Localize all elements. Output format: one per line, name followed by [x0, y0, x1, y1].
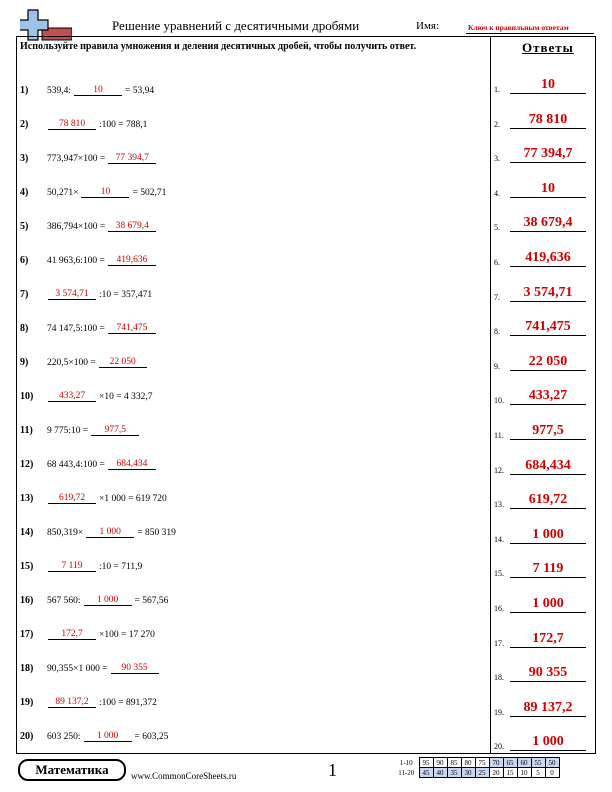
problem-text-before: 90,355×1 000 = — [47, 664, 108, 674]
answer-blank[interactable]: 1 000 — [86, 527, 134, 538]
answer-key-value: 1 000 — [510, 734, 586, 751]
problem-row — [20, 420, 141, 436]
problem-row — [20, 658, 161, 674]
score-cell: 95 — [419, 758, 433, 768]
problem-text-before: 850,319× — [47, 528, 84, 538]
answer-key-value: 78 810 — [510, 112, 586, 129]
problem-row — [20, 80, 155, 96]
answer-key-value: 977,5 — [510, 423, 586, 440]
score-row — [395, 758, 559, 768]
answer-key-row — [494, 626, 592, 648]
problem-number: 15) — [20, 561, 34, 572]
problem-number: 11) — [20, 425, 33, 436]
answer-key-number: 8. — [494, 327, 500, 337]
problem-number: 1) — [20, 85, 29, 96]
problem-text-before: 220,5×100 = — [47, 358, 96, 368]
problem-row — [20, 386, 153, 402]
answer-blank[interactable]: 1 000 — [84, 595, 132, 606]
name-line — [466, 33, 594, 34]
problem-text-before: 603 250: — [47, 732, 81, 742]
answer-blank[interactable]: 22 050 — [99, 357, 147, 368]
answer-key-row — [494, 453, 592, 475]
answer-key-row — [494, 107, 592, 129]
answer-key-value: 7 119 — [510, 561, 586, 578]
answer-key-number: 11. — [494, 431, 504, 440]
problem-number: 10) — [20, 391, 34, 402]
answer-key-value: 90 355 — [510, 665, 586, 682]
answer-blank[interactable]: 89 137,2 — [48, 697, 96, 708]
answer-key-row — [494, 729, 592, 751]
answer-key-value: 619,72 — [510, 492, 586, 509]
answer-key-number: 19. — [494, 707, 504, 717]
answer-blank[interactable]: 90 355 — [111, 663, 159, 674]
answer-key-row — [494, 660, 592, 682]
answer-key-value: 10 — [510, 77, 586, 94]
name-label: Имя: — [416, 20, 440, 32]
problem-text-after: :100 = 788,1 — [99, 120, 148, 130]
score-range: 1-10 — [399, 758, 413, 767]
problem-row — [20, 556, 143, 572]
answer-key-row — [494, 522, 592, 544]
answer-blank[interactable]: 741,475 — [108, 323, 156, 334]
problem-text-after: = 603,25 — [134, 732, 169, 742]
score-cell: 35 — [447, 768, 461, 778]
score-table — [395, 757, 560, 778]
answer-key-row — [494, 383, 592, 405]
problem-text-before: 9 775:10 = — [47, 426, 89, 436]
page-number: 1 — [328, 760, 337, 780]
problem-text-before: 74 147,5:100 = — [47, 324, 105, 334]
problem-text-before: 539,4: — [47, 86, 72, 96]
problem-row — [20, 284, 153, 300]
score-cell: 45 — [419, 768, 433, 778]
problem-text-after: ×100 = 17 270 — [99, 630, 155, 640]
answer-blank[interactable]: 7 119 — [48, 561, 96, 572]
problem-text-after: ×10 = 4 332,7 — [99, 392, 153, 402]
problem-row — [20, 114, 148, 130]
answer-key-value: 38 679,4 — [510, 215, 586, 232]
answer-key-row — [494, 314, 592, 336]
problem-number: 14) — [20, 527, 34, 538]
answer-key-number: 6. — [494, 258, 500, 267]
problem-number: 9) — [20, 357, 29, 368]
score-cell: 40 — [433, 768, 447, 778]
answer-key-value: 433,27 — [510, 388, 586, 405]
score-cell: 5 — [531, 768, 545, 778]
problem-row — [20, 488, 168, 504]
answer-key-row — [494, 72, 592, 94]
problem-number: 12) — [20, 459, 34, 470]
score-cell: 10 — [517, 768, 531, 778]
problem-text-after: = 502,71 — [132, 188, 167, 198]
problem-text-after: :100 = 891,372 — [99, 698, 157, 708]
answer-key-value: 172,7 — [510, 631, 586, 648]
answer-blank[interactable]: 38 679,4 — [108, 221, 156, 232]
problem-row — [20, 182, 167, 198]
problem-text-after: :10 = 711,9 — [99, 562, 143, 572]
problem-number: 17) — [20, 629, 34, 640]
problem-row — [20, 454, 158, 470]
problem-number: 4) — [20, 187, 29, 198]
score-cell: 30 — [461, 768, 475, 778]
problem-text-before: 41 963,6:100 = — [47, 256, 105, 266]
answer-key-label: Ключ к правильным ответам — [468, 23, 569, 32]
problem-row — [20, 148, 158, 164]
answer-key-row — [494, 591, 592, 613]
worksheet-title: Решение уравнений с десятичными дробями — [112, 18, 360, 33]
answer-blank[interactable]: 78 810 — [48, 119, 96, 130]
subject-badge: Математика — [18, 759, 126, 781]
score-cell: 0 — [545, 768, 559, 778]
answer-blank[interactable]: 10 — [74, 85, 122, 96]
score-cell: 80 — [461, 758, 475, 768]
problem-number: 3) — [20, 153, 29, 164]
answer-key-number: 10. — [494, 396, 504, 406]
answer-key-row — [494, 210, 592, 232]
answer-key-number: 1. — [494, 85, 500, 94]
answer-key-value: 77 394,7 — [510, 146, 586, 163]
answer-key-number: 15. — [494, 569, 504, 579]
answer-key-number: 2. — [494, 119, 500, 129]
answer-key-number: 14. — [494, 534, 504, 544]
answer-key-row — [494, 280, 592, 302]
problem-number: 16) — [20, 595, 34, 606]
score-cell: 20 — [489, 768, 503, 778]
answer-key-row — [494, 176, 592, 198]
answer-blank[interactable]: 3 574,71 — [48, 289, 96, 300]
answer-column-divider — [490, 36, 491, 754]
answer-blank[interactable]: 619,72 — [48, 493, 96, 504]
problem-text-before: 567 560: — [47, 596, 81, 606]
problem-text-before: 386,794×100 = — [47, 222, 106, 232]
problem-number: 13) — [20, 493, 34, 504]
answer-blank[interactable]: 684,434 — [108, 459, 156, 470]
answer-key-number: 4. — [494, 188, 500, 198]
score-cell: 25 — [475, 768, 489, 778]
answer-key-value: 89 137,2 — [510, 700, 586, 717]
answer-key-value: 1 000 — [510, 596, 586, 613]
problem-text-after: = 53,94 — [125, 86, 155, 96]
answer-blank[interactable]: 77 394,7 — [108, 153, 156, 164]
score-cell: 15 — [503, 768, 517, 778]
problem-text-after: = 567,56 — [134, 596, 169, 606]
answer-key-value: 741,475 — [510, 319, 586, 336]
answer-key-row — [494, 418, 592, 440]
problem-text-after: = 850 319 — [137, 528, 176, 538]
answer-key-row — [494, 695, 592, 717]
answer-key-number: 3. — [494, 154, 500, 164]
answer-key-number: 7. — [494, 292, 500, 302]
answer-blank[interactable]: 977,5 — [91, 425, 139, 436]
problem-text-before: 773,947×100 = — [47, 154, 106, 164]
score-range: 11-20 — [398, 768, 415, 777]
answer-key-value: 10 — [510, 181, 586, 198]
answer-key-value: 1 000 — [510, 527, 586, 544]
problem-text-before: 50,271× — [47, 188, 79, 198]
answer-key-value: 3 574,71 — [510, 285, 586, 302]
answers-heading: Ответы — [522, 40, 574, 55]
answer-key-row — [494, 245, 592, 267]
answer-blank[interactable]: 419,636 — [108, 255, 156, 266]
score-cell: 85 — [447, 758, 461, 768]
problem-row — [20, 318, 158, 334]
problem-row — [20, 216, 158, 232]
problem-number: 7) — [20, 289, 29, 300]
answer-key-number: 18. — [494, 673, 504, 683]
answer-key-number: 13. — [494, 500, 504, 510]
score-cell: 60 — [517, 758, 531, 768]
answer-blank[interactable]: 1 000 — [84, 731, 132, 742]
answer-key-number: 20. — [494, 742, 504, 752]
problem-row — [20, 352, 149, 368]
problem-number: 19) — [20, 697, 34, 708]
score-row — [395, 768, 559, 778]
problem-row — [20, 726, 169, 742]
answer-key-number: 12. — [494, 465, 504, 475]
problem-row — [20, 522, 177, 538]
problem-number: 2) — [20, 119, 29, 130]
site-url: www.CommonCoreSheets.ru — [131, 771, 237, 781]
problem-text-after: :10 = 357,471 — [99, 290, 153, 300]
score-cell: 55 — [531, 758, 545, 768]
answer-blank[interactable]: 433,27 — [48, 391, 96, 402]
problem-number: 20) — [20, 731, 34, 742]
answer-key-value: 419,636 — [510, 250, 586, 267]
score-cell: 75 — [475, 758, 489, 768]
score-cell: 70 — [489, 758, 503, 768]
answer-key-row — [494, 556, 592, 578]
problem-number: 5) — [20, 221, 29, 232]
answer-key-number: 17. — [494, 638, 504, 648]
problem-row — [20, 692, 158, 708]
score-cell: 90 — [433, 758, 447, 768]
answer-key-row — [494, 349, 592, 371]
problem-row — [20, 250, 158, 266]
problem-text-before: 68 443,4:100 = — [47, 460, 105, 470]
answer-blank[interactable]: 172,7 — [48, 629, 96, 640]
problem-text-after: ×1 000 = 619 720 — [99, 494, 167, 504]
problem-row — [20, 624, 156, 640]
answer-key-value: 22 050 — [510, 354, 586, 371]
instructions: Используйте правила умножения и деления десятичных дробей, чтобы получить ответ. — [20, 41, 417, 52]
answer-key-number: 5. — [494, 223, 500, 233]
answer-key-row — [494, 141, 592, 163]
answer-blank[interactable]: 10 — [81, 187, 129, 198]
answer-key-number: 9. — [494, 361, 500, 371]
problem-number: 6) — [20, 255, 29, 266]
score-cell: 50 — [545, 758, 559, 768]
answer-key-value: 684,434 — [510, 458, 586, 475]
answer-key-number: 16. — [494, 604, 504, 613]
problem-row — [20, 590, 169, 606]
problem-number: 18) — [20, 663, 34, 674]
score-cell: 65 — [503, 758, 517, 768]
answer-key-row — [494, 487, 592, 509]
problem-number: 8) — [20, 323, 29, 334]
